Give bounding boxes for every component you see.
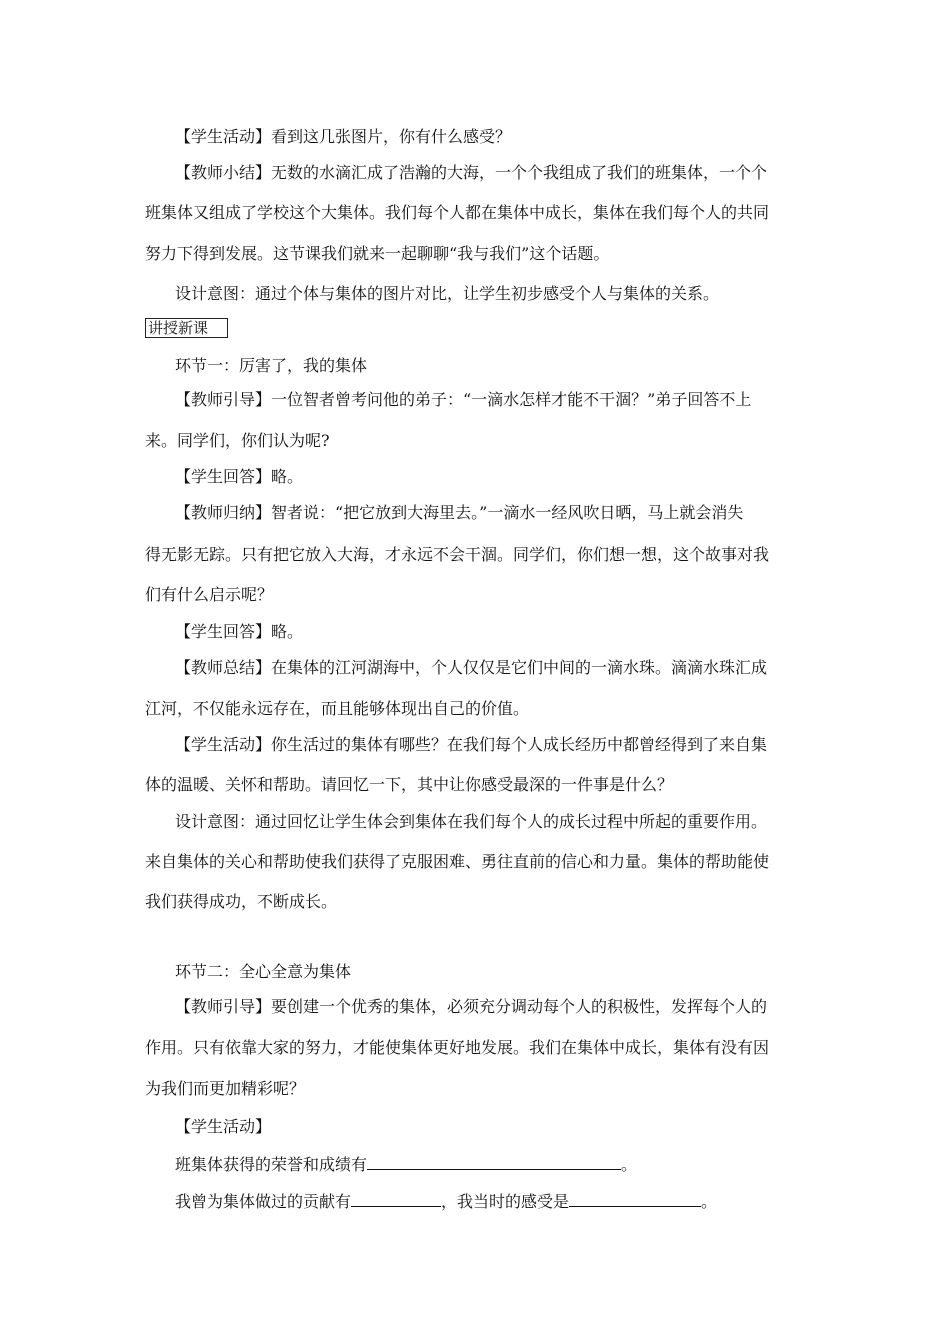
answer-blank-contribution[interactable] bbox=[351, 1190, 441, 1207]
paragraph-design-intent-2-line-2: 来自集体的关心和帮助使我们获得了克服困难、勇往直前的信心和力量。集体的帮助能使 bbox=[145, 852, 770, 871]
paragraph-teacher-summary-line-3: 努力下得到发展。这节课我们就来一起聊聊“我与我们”这个话题。 bbox=[145, 244, 610, 263]
answer-blank-feeling[interactable] bbox=[569, 1190, 701, 1207]
fill-in-prefix: 班集体获得的荣誉和成绩有 bbox=[175, 1155, 368, 1174]
answer-blank-honors[interactable] bbox=[367, 1153, 621, 1170]
paragraph-teacher-conclusion-line-2: 江河，不仅能永远存在，而且能够体现出自己的价值。 bbox=[145, 699, 530, 718]
paragraph-design-intent-2-line-3: 我们获得成功，不断成长。 bbox=[145, 892, 338, 911]
paragraph-design-intent-2-line-1: 设计意图：通过回忆让学生体会到集体在我们每个人的成长过程中所起的重要作用。 bbox=[175, 812, 768, 831]
paragraph-teacher-guide-line-2: 来。同学们，你们认为呢? bbox=[145, 431, 330, 450]
paragraph-student-activity-1: 【学生活动】看到这几张图片，你有什么感受？ bbox=[175, 127, 512, 146]
paragraph-student-answer-2: 【学生回答】略。 bbox=[175, 622, 304, 641]
paragraph-student-answer-1: 【学生回答】略。 bbox=[175, 467, 304, 486]
paragraph-student-activity-3: 【学生活动】 bbox=[175, 1117, 272, 1136]
paragraph-design-intent-1: 设计意图：通过个体与集体的图片对比，让学生初步感受个人与集体的关系。 bbox=[175, 284, 720, 303]
fill-in-middle: ，我当时的感受是 bbox=[441, 1192, 570, 1211]
paragraph-teacher-guide-2-line-1: 【教师引导】要创建一个优秀的集体，必须充分调动每个人的积极性，发挥每个人的 bbox=[175, 997, 768, 1016]
paragraph-student-activity-2-line-2: 体的温暖、关怀和帮助。请回忆一下，其中让你感受最深的一件事是什么？ bbox=[145, 775, 674, 794]
paragraph-teacher-guide-2-line-3: 为我们而更加精彩呢？ bbox=[145, 1079, 306, 1098]
paragraph-teacher-induction-line-3: 们有什么启示呢？ bbox=[145, 585, 274, 604]
fill-in-line-honors bbox=[175, 1153, 637, 1175]
paragraph-teacher-guide-line-1: 【教师引导】一位智者曾考问他的弟子：“一滴水怎样才能不干涸？”弟子回答不上 bbox=[175, 390, 752, 409]
paragraph-teacher-summary-line-2: 班集体又组成了学校这个大集体。我们每个人都在集体中成长，集体在我们每个人的共同 bbox=[145, 203, 770, 222]
section-heading-part-2: 环节二：全心全意为集体 bbox=[175, 962, 352, 981]
fill-in-suffix: 。 bbox=[701, 1192, 718, 1211]
fill-in-suffix: 。 bbox=[621, 1155, 638, 1174]
section-heading-part-1: 环节一：厉害了，我的集体 bbox=[175, 356, 368, 375]
section-label-new-lesson: 讲授新课 bbox=[145, 318, 228, 338]
paragraph-teacher-guide-2-line-2: 作用。只有依靠大家的努力，才能使集体更好地发展。我们在集体中成长，集体有没有因 bbox=[145, 1038, 770, 1057]
paragraph-teacher-induction-line-2: 得无影无踪。只有把它放入大海，才永远不会干涸。同学们，你们想一想，这个故事对我 bbox=[145, 545, 770, 564]
fill-in-prefix: 我曾为集体做过的贡献有 bbox=[175, 1192, 352, 1211]
paragraph-teacher-induction-line-1: 【教师归纳】智者说：“把它放到大海里去。”一滴水一经风吹日晒，马上就会消失 bbox=[175, 503, 744, 522]
fill-in-line-contribution bbox=[175, 1190, 717, 1212]
paragraph-teacher-summary-line-1: 【教师小结】无数的水滴汇成了浩瀚的大海，一个个我组成了我们的班集体，一个个 bbox=[175, 163, 768, 182]
paragraph-student-activity-2-line-1: 【学生活动】你生活过的集体有哪些？在我们每个人成长经历中都曾经得到了来自集 bbox=[175, 735, 768, 754]
paragraph-teacher-conclusion-line-1: 【教师总结】在集体的江河湖海中，个人仅仅是它们中间的一滴水珠。滴滴水珠汇成 bbox=[175, 658, 768, 677]
